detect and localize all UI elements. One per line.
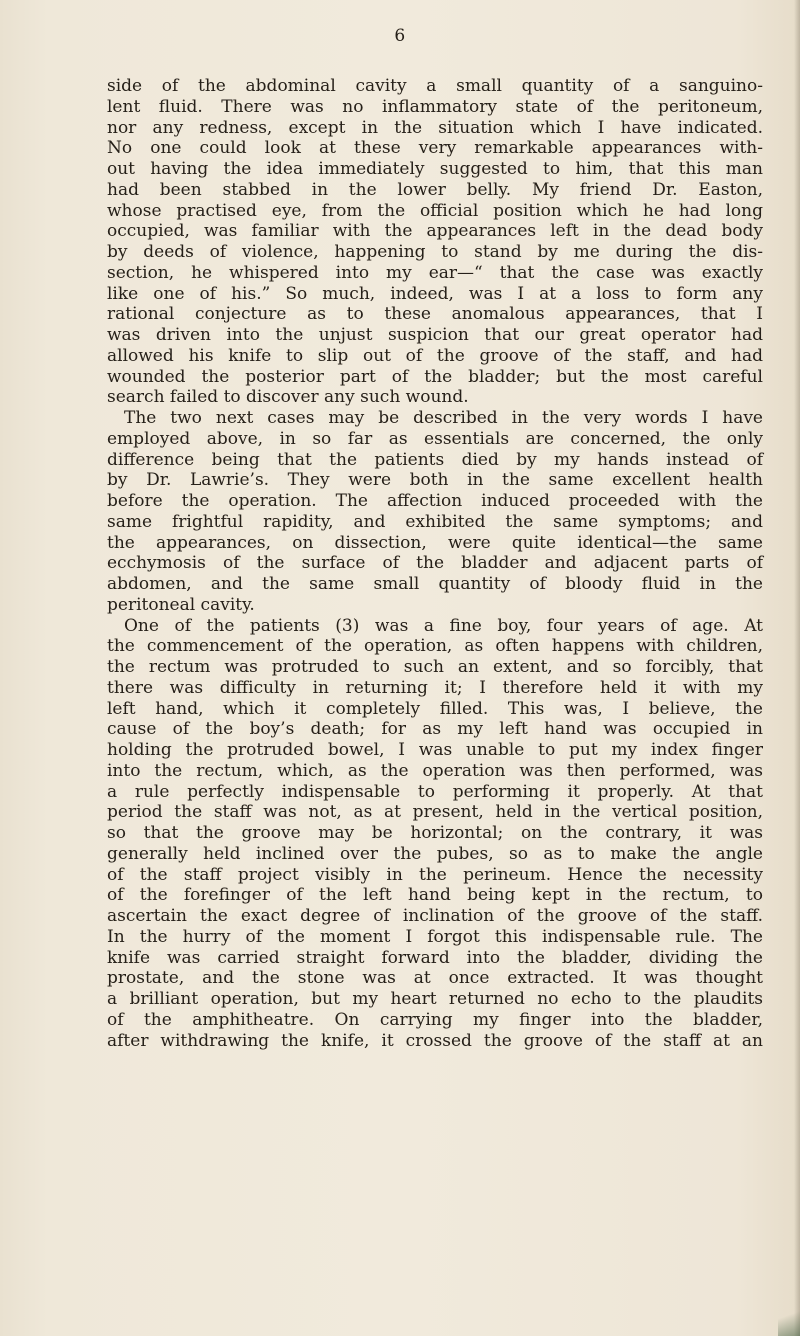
page-edge-shadow (794, 0, 800, 1336)
text-line: side of the abdominal cavity a small quantity of a sanguino- (107, 76, 763, 96)
text-line: ecchymosis of the surface of the bladder and adjacent parts of (107, 553, 763, 574)
text-line: rational conjecture as to these anomalous appearances, that I (107, 304, 763, 325)
text-line: was driven into the unjust suspicion that our great operator had (107, 325, 763, 345)
text-line: so that the groove may be horizontal; on the contrary, it was (107, 823, 763, 843)
text-line: nor any redness, except in the situation which I have indicated. (107, 117, 763, 138)
text-line: knife was carried straight forward into the bladder, dividing the (107, 947, 763, 968)
text-line: section, he whispered into my ear—“ that the case was exactly (107, 262, 763, 283)
text-line: left hand, which it completely filled. This was, I believe, the (107, 698, 763, 719)
text-line: difference being that the patients died by my hands instead of (107, 449, 763, 470)
text-line: No one could look at these very remarkable appearances with- (107, 138, 763, 159)
text-line: before the operation. The affection induced proceeded with the (107, 491, 763, 511)
text-line: by deeds of violence, happening to stand by me during the dis- (107, 242, 763, 262)
text-line: like one of his.” So much, indeed, was I at a loss to form any (107, 283, 763, 304)
text-line: occupied, was familiar with the appearances left in the dead body (107, 221, 763, 242)
paragraph-3 (107, 616, 763, 1052)
page-number: 6 (394, 26, 406, 46)
text-line: the commencement of the operation, as often happens with children, (107, 636, 763, 657)
text-line: generally held inclined over the pubes, so as to make the angle (107, 843, 763, 864)
text-line: of the forefinger of the left hand being kept in the rectum, to (107, 885, 763, 906)
text-line: the rectum was protruded to such an extent, and so forcibly, that (107, 657, 763, 677)
text-line: employed above, in so far as essentials are concerned, the only (107, 428, 763, 449)
text-line: had been stabbed in the lower belly. My friend Dr. Easton, (107, 179, 763, 200)
text-line: out having the idea immediately suggested to him, that this man (107, 159, 763, 179)
paragraph-1 (107, 76, 763, 408)
paragraph-2 (107, 408, 763, 616)
text-line: into the rectum, which, as the operation was then performed, was (107, 760, 763, 781)
text-line: abdomen, and the same small quantity of bloody fluid in the (107, 574, 763, 594)
text-line: the appearances, on dissection, were quite identical—the same (107, 532, 763, 553)
text-line: wounded the posterior part of the bladder; but the most careful (107, 366, 763, 387)
text-line: In the hurry of the moment I forgot this indispensable rule. The (107, 926, 763, 947)
text-line: One of the patients (3) was a fine boy, four years of age. At (124, 615, 763, 636)
text-line: ascertain the exact degree of inclination of the groove of the staff. (107, 906, 763, 926)
text-line: holding the protruded bowel, I was unable to put my index finger (107, 740, 763, 760)
body-text (107, 76, 763, 1051)
text-line: of the amphitheatre. On carrying my finger into the bladder, (107, 1009, 763, 1030)
text-line: search failed to discover any such wound. (107, 387, 469, 408)
text-line: whose practised eye, from the official position which he had long (107, 200, 763, 221)
text-line: peritoneal cavity. (107, 594, 255, 615)
page-corner-stain (778, 1302, 800, 1336)
text-line: cause of the boy’s death; for as my left hand was occupied in (107, 719, 763, 740)
text-line: period the staff was not, as at present, held in the vertical position, (107, 802, 763, 823)
text-line: lent fluid. There was no inflammatory state of the peritoneum, (107, 96, 763, 117)
text-line: there was difficulty in returning it; I therefore held it with my (107, 677, 763, 698)
text-line: a rule perfectly indispensable to performing it properly. At that (107, 781, 763, 802)
text-line: a brilliant operation, but my heart returned no echo to the plaudits (107, 989, 763, 1009)
text-line: after withdrawing the knife, it crossed the groove of the staff at an (107, 1030, 763, 1051)
text-line: prostate, and the stone was at once extracted. It was thought (107, 968, 763, 989)
text-line: of the staff project visibly in the perineum. Hence the necessity (107, 864, 763, 885)
text-line: by Dr. Lawrie’s. They were both in the same excellent health (107, 470, 763, 491)
text-line: The two next cases may be described in the very words I have (124, 408, 763, 428)
text-line: same frightful rapidity, and exhibited the same symptoms; and (107, 511, 763, 532)
text-line: allowed his knife to slip out of the groove of the staff, and had (107, 345, 763, 366)
